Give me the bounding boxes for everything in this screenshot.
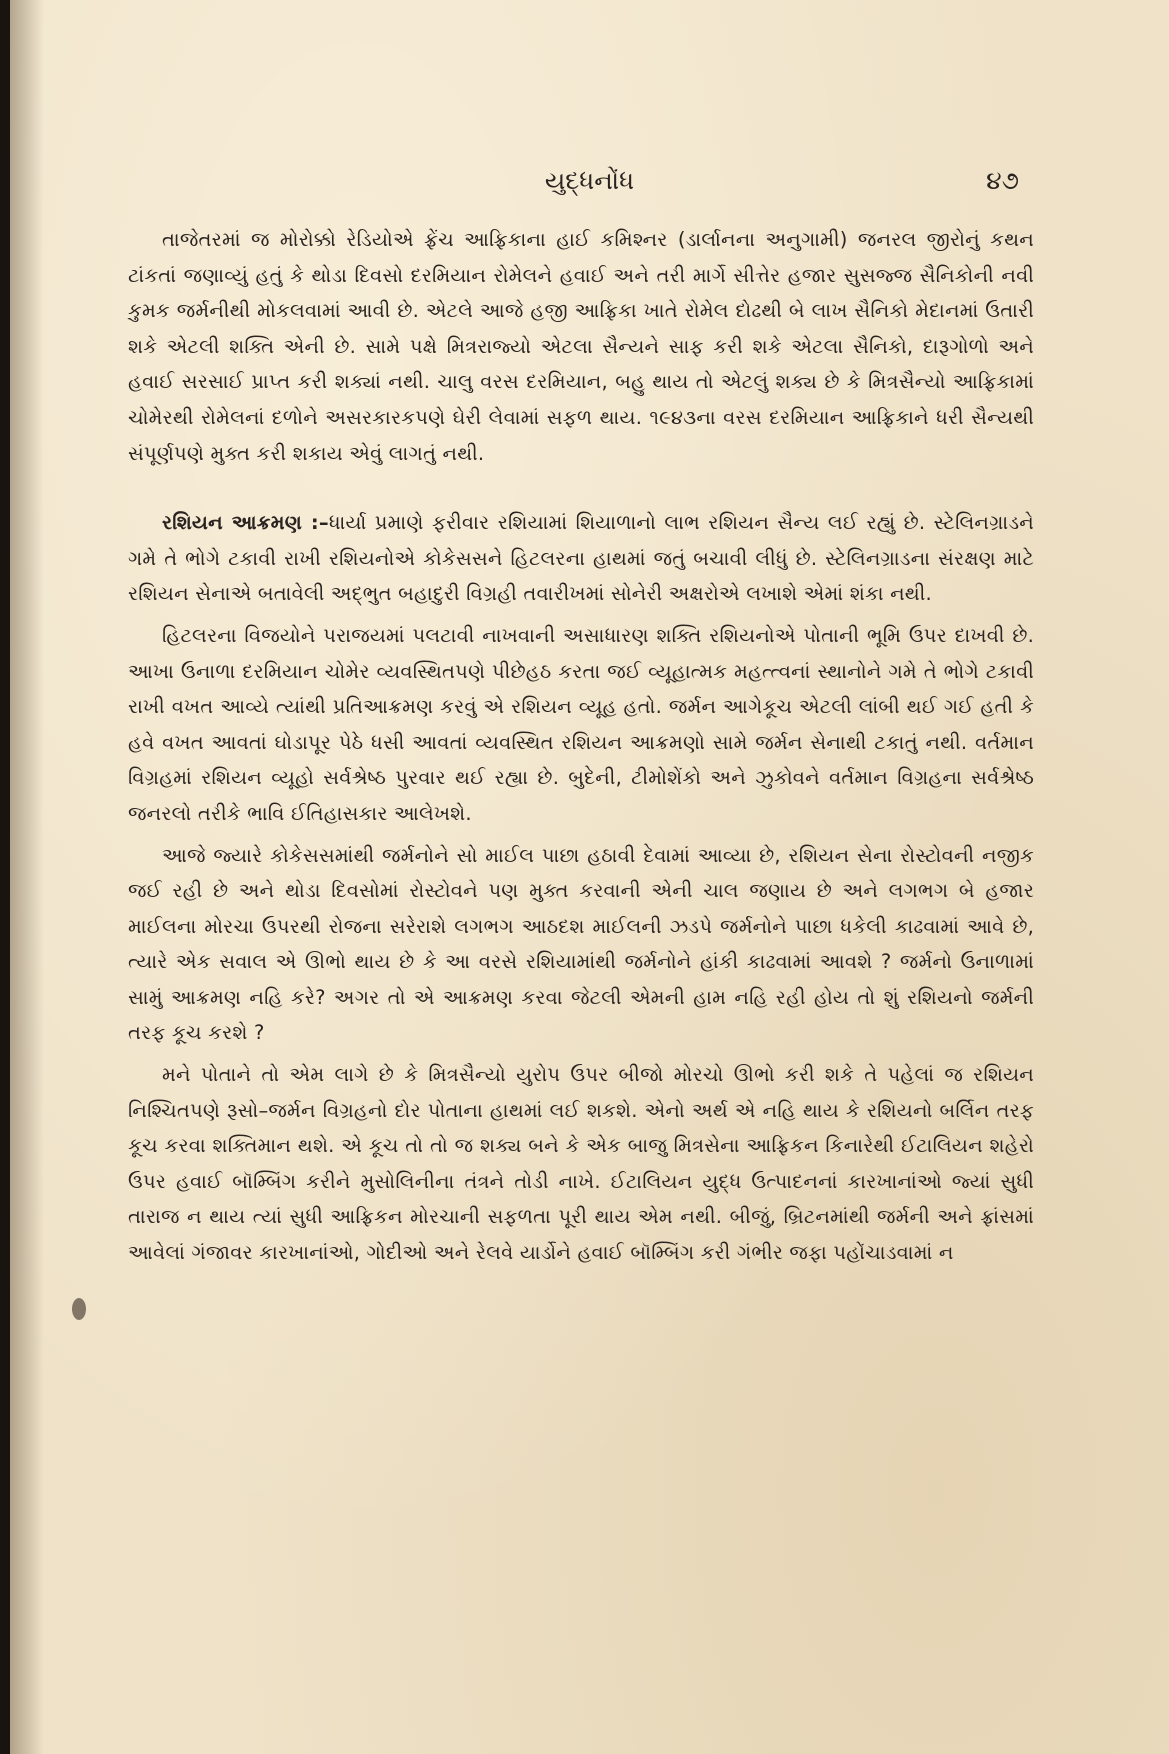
- running-title: યુદ્ધનોંધ: [544, 166, 635, 195]
- page-number: ૪૭: [986, 166, 1019, 195]
- book-page: [10, 0, 1169, 1754]
- section-heading: રશિયન આક્રમણ :–: [162, 511, 329, 535]
- body-text: [128, 222, 1034, 1271]
- paragraph: [128, 505, 1034, 612]
- page-edge-shadow: [10, 0, 44, 1754]
- paragraph-text: હિટલરના વિજયોને પરાજયમાં પલટાવી નાખવાની અસાધારણ શક્તિ રશિયનોએ પોતાની ભૂમિ ઉપર દાખવી છે. આખા ઉનાળા દરમિયાન ચોમેર વ્યવસ્થિતપણે પીછેહઠ કરતા જઈ વ્યૂહાત્મક મહત્ત્વનાં સ્થાનોને ગમે તે ભોગે ટકાવી રાખી વખત આવ્યે ત્યાંથી પ્રતિઆક્રમણ કરવું એ રશિયન વ્યૂહ હતો. જર્મન આગેકૂચ એટલી લાંબી થઈ ગઈ હતી કે હવે વખત આવતાં ઘોડાપૂર પેઠે ધસી આવતાં વ્યવસ્થિત રશિયન આક્રમણો સામે જર્મન સેનાથી ટકાતું નથી. વર્તમાન વિગ્રહમાં રશિયન વ્યૂહો સર્વશ્રેષ્ઠ પુરવાર થઈ રહ્યા છે. બુદેની, ટીમોશેંકો અને ઝુકોવને વર્તમાન વિગ્રહના સર્વશ્રેષ્ઠ જનરલો તરીકે ભાવિ ઈતિહાસકાર આલેખશે.: [128, 623, 1034, 825]
- page-header: [10, 160, 1169, 204]
- paragraph: [128, 1057, 1034, 1271]
- ink-spot: [72, 1298, 86, 1320]
- paragraph: [128, 222, 1034, 471]
- paragraph-text: મને પોતાને તો એમ લાગે છે કે મિત્રસૈન્યો યુરોપ ઉપર બીજો મોરચો ઊભો કરી શકે તે પહેલાં જ રશિયન નિશ્ચિતપણે રૂસો–જર્મન વિગ્રહનો દોર પોતાના હાથમાં લઈ શકશે. એનો અર્થ એ નહિ થાય કે રશિયનો બર્લિન તરફ કૂચ કરવા શક્તિમાન થશે. એ કૂચ તો તો જ શક્ય બને કે એક બાજુ મિત્રસેના આફ્રિકન કિનારેથી ઈટાલિયન શહેરો ઉપર હવાઈ બૉમ્બિંગ કરીને મુસોલિનીના તંત્રને તોડી નાખે. ઈટાલિયન યુદ્ધ ઉત્પાદનનાં કારખાનાંઓ જ્યાં સુધી તારાજ ન થાય ત્યાં સુધી આફ્રિકન મોરચાની સફળતા પૂરી થાય એમ નથી. બીજું, બ્રિટનમાંથી જર્મની અને ફ્રાંસમાં આવેલાં ગંજાવર કારખાનાંઓ, ગોદીઓ અને રેલવે યાર્ડોને હવાઈ બૉમ્બિંગ કરી ગંભીર જફા પહોંચાડવામાં ન: [128, 1063, 1034, 1265]
- paragraph-text: આજે જ્યારે કોકેસસમાંથી જર્મનોને સો માઈલ પાછા હઠાવી દેવામાં આવ્યા છે, રશિયન સેના રોસ્ટોવની નજીક જઈ રહી છે અને થોડા દિવસોમાં રોસ્ટોવને પણ મુક્ત કરવાની એની ચાલ જણાય છે અને લગભગ બે હજાર માઈલના મોરચા ઉપરથી રોજના સરેરાશે લગભગ આઠદશ માઈલની ઝડપે જર્મનોને પાછા ધકેલી કાઢવામાં આવે છે, ત્યારે એક સવાલ એ ઊભો થાય છે કે આ વરસે રશિયામાંથી જર્મનોને હાંકી કાઢવામાં આવશે ? જર્મનો ઉનાળામાં સામું આક્રમણ નહિ કરે? અગર તો એ આક્રમણ કરવા જેટલી એમની હામ નહિ રહી હોય તો શું રશિયનો જર્મની તરફ કૂચ કરશે ?: [128, 843, 1034, 1045]
- paragraph: [128, 838, 1034, 1052]
- paragraph-text: તાજેતરમાં જ મોરોક્કો રેડિયોએ ફ્રેંચ આફ્રિકાના હાઈ કમિશ્નર (ડાર્લાનના અનુગામી) જનરલ જીરોનું કથન ટાંકતાં જણાવ્યું હતું કે થોડા દિવસો દરમિયાન રોમેલને હવાઈ અને તરી માર્ગે સીત્તેર હજાર સુસજ્જ સૈનિકોની નવી કુમક જર્મનીથી મોકલવામાં આવી છે. એટલે આજે હજી આફ્રિકા ખાતે રોમેલ દોઢથી બે લાખ સૈનિકો મેદાનમાં ઉતારી શકે એટલી શક્તિ એની છે. સામે પક્ષે મિત્રરાજ્યો એટલા સૈન્યને સાફ કરી શકે એટલા સૈનિકો, દારૂગોળો અને હવાઈ સરસાઈ પ્રાપ્ત કરી શક્યાં નથી. ચાલુ વરસ દરમિયાન, બહુ થાય તો એટલું શક્ય છે કે મિત્રસૈન્યો આફ્રિકામાં ચોમેરથી રોમેલનાં દળોને અસરકારકપણે ઘેરી લેવામાં સફળ થાય. ૧૯૪૩ના વરસ દરમિયાન આફ્રિકાને ધરી સૈન્યથી સંપૂર્ણપણે મુક્ત કરી શકાય એવું લાગતું નથી.: [128, 228, 1034, 465]
- paragraph-text: ધાર્યા પ્રમાણે ફરીવાર રશિયામાં શિયાળાનો લાભ રશિયન સૈન્ય લઈ રહ્યું છે. સ્ટેલિનગ્રાડને ગમે તે ભોગે ટકાવી રાખી રશિયનોએ કોકેસસને હિટલરના હાથમાં જતું બચાવી લીધું છે. સ્ટેલિનગ્રાડના સંરક્ષણ માટે રશિયન સેનાએ બતાવેલી અદ્ભુત બહાદુરી વિગ્રહી તવારીખમાં સોનેરી અક્ષરોએ લખાશે એમાં શંકા નથી.: [128, 511, 1035, 606]
- paragraph: [128, 618, 1034, 832]
